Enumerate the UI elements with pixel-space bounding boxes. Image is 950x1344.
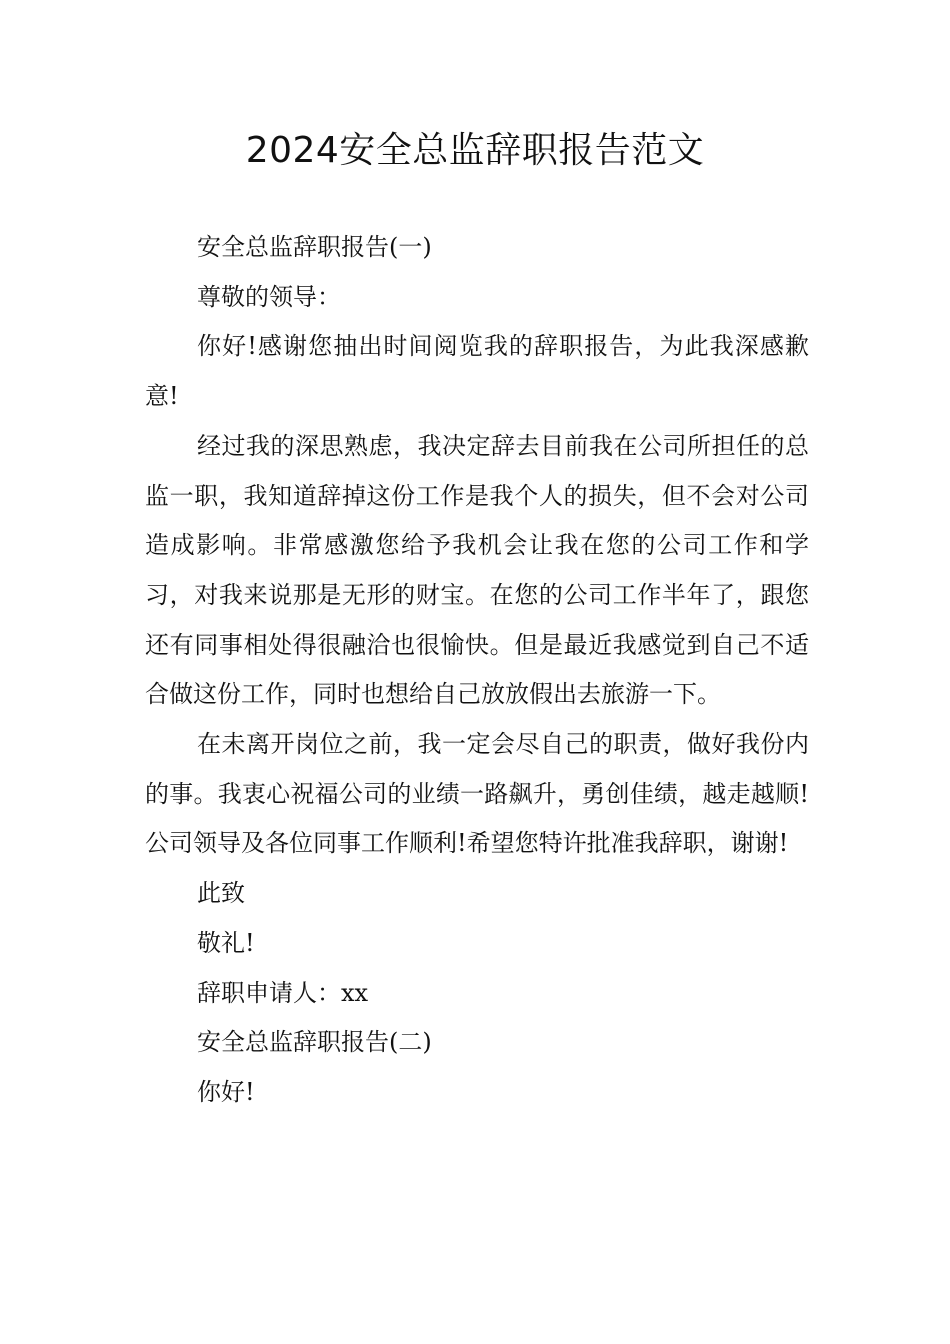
- report-one-heading: 安全总监辞职报告(一): [197, 233, 432, 261]
- salutation: 尊敬的领导：: [197, 282, 341, 311]
- document-title: 2024安全总监辞职报告范文: [245, 130, 705, 171]
- reason-paragraph: 经过我的深思熟虑，我决定辞去目前我在公司所担任的总监一职，我知道辞掉这份工作是我个人的损失，但不会对公司造成影响。非常感激您给予我机会让我在您的公司工作和学习，对我来说那是无形的财宝。在您的公司工作半年了，跟您还有同事相处得很融洽也很愉快。但是最近我感觉到自己不适合做这份工作，同时也想给自己放放假出去旅游一下。: [145, 431, 809, 709]
- document-body: [145, 223, 809, 1118]
- closing-ci-zhi: 此致: [197, 879, 245, 908]
- commitment-paragraph: 在未离开岗位之前，我一定会尽自己的职责，做好我份内的事。我衷心祝福公司的业绩一路飙升，勇创佳绩，越走越顺!公司领导及各位同事工作顺利!希望您特许批准我辞职，谢谢!: [145, 730, 809, 858]
- closing-jing-li: 敬礼!: [197, 928, 255, 957]
- applicant-signature: 辞职申请人：xx: [197, 978, 369, 1007]
- report-two-greeting: 你好!: [197, 1077, 255, 1106]
- report-two-heading: 安全总监辞职报告(二): [197, 1028, 432, 1057]
- greeting-paragraph: 你好!感谢您抽出时间阅览我的辞职报告，为此我深感歉意!: [145, 332, 809, 411]
